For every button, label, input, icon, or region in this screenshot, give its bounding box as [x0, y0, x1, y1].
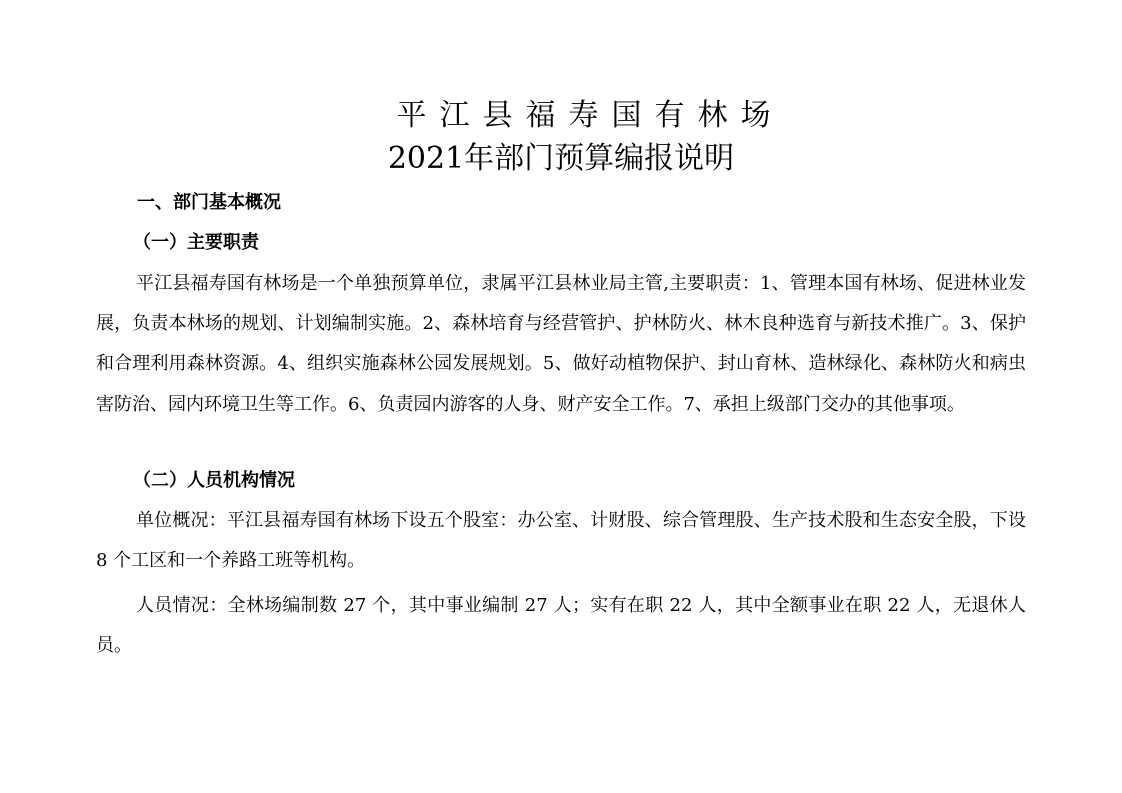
subsection1-body: 平江县福寿国有林场是一个单独预算单位，隶属平江县林业局主管,主要职责：1、管理本国有林场、促进林业发展，负责本林场的规划、计划编制实施。2、森林培育与经营管护、护林防火、林木良种选育与新技术推广。3、保护和合理利用森林资源。4、组织实施森林公园发展规划。5、做好动植物保护、封山育林、造林绿化、森林防火和病虫害防治、园内环境卫生等工作。6、负责园内游客的人身、财产安全工作。7、承担上级部门交办的其他事项。 — [96, 273, 1026, 415]
subsection2-heading: （二）人员机构情况 — [133, 470, 295, 491]
subsection1-heading: （一）主要职责 — [133, 232, 259, 253]
document-title-line1: 平江县福寿国有林场 — [396, 98, 784, 133]
subsection2-staff-overview: 人员情况：全林场编制数 27 个，其中事业编制 27 人；实有在职 22 人，其中全额事业在职 22 人，无退休人员。 — [96, 595, 1026, 657]
section1-heading: 一、部门基本概况 — [137, 192, 281, 213]
document-title-line2: 2021年部门预算编报说明 — [387, 141, 735, 176]
subsection2-unit-overview: 单位概况：平江县福寿国有林场下设五个股室：办公室、计财股、综合管理股、生产技术股和生态安全股，下设 8 个工区和一个养路工班等机构。 — [96, 510, 1026, 572]
